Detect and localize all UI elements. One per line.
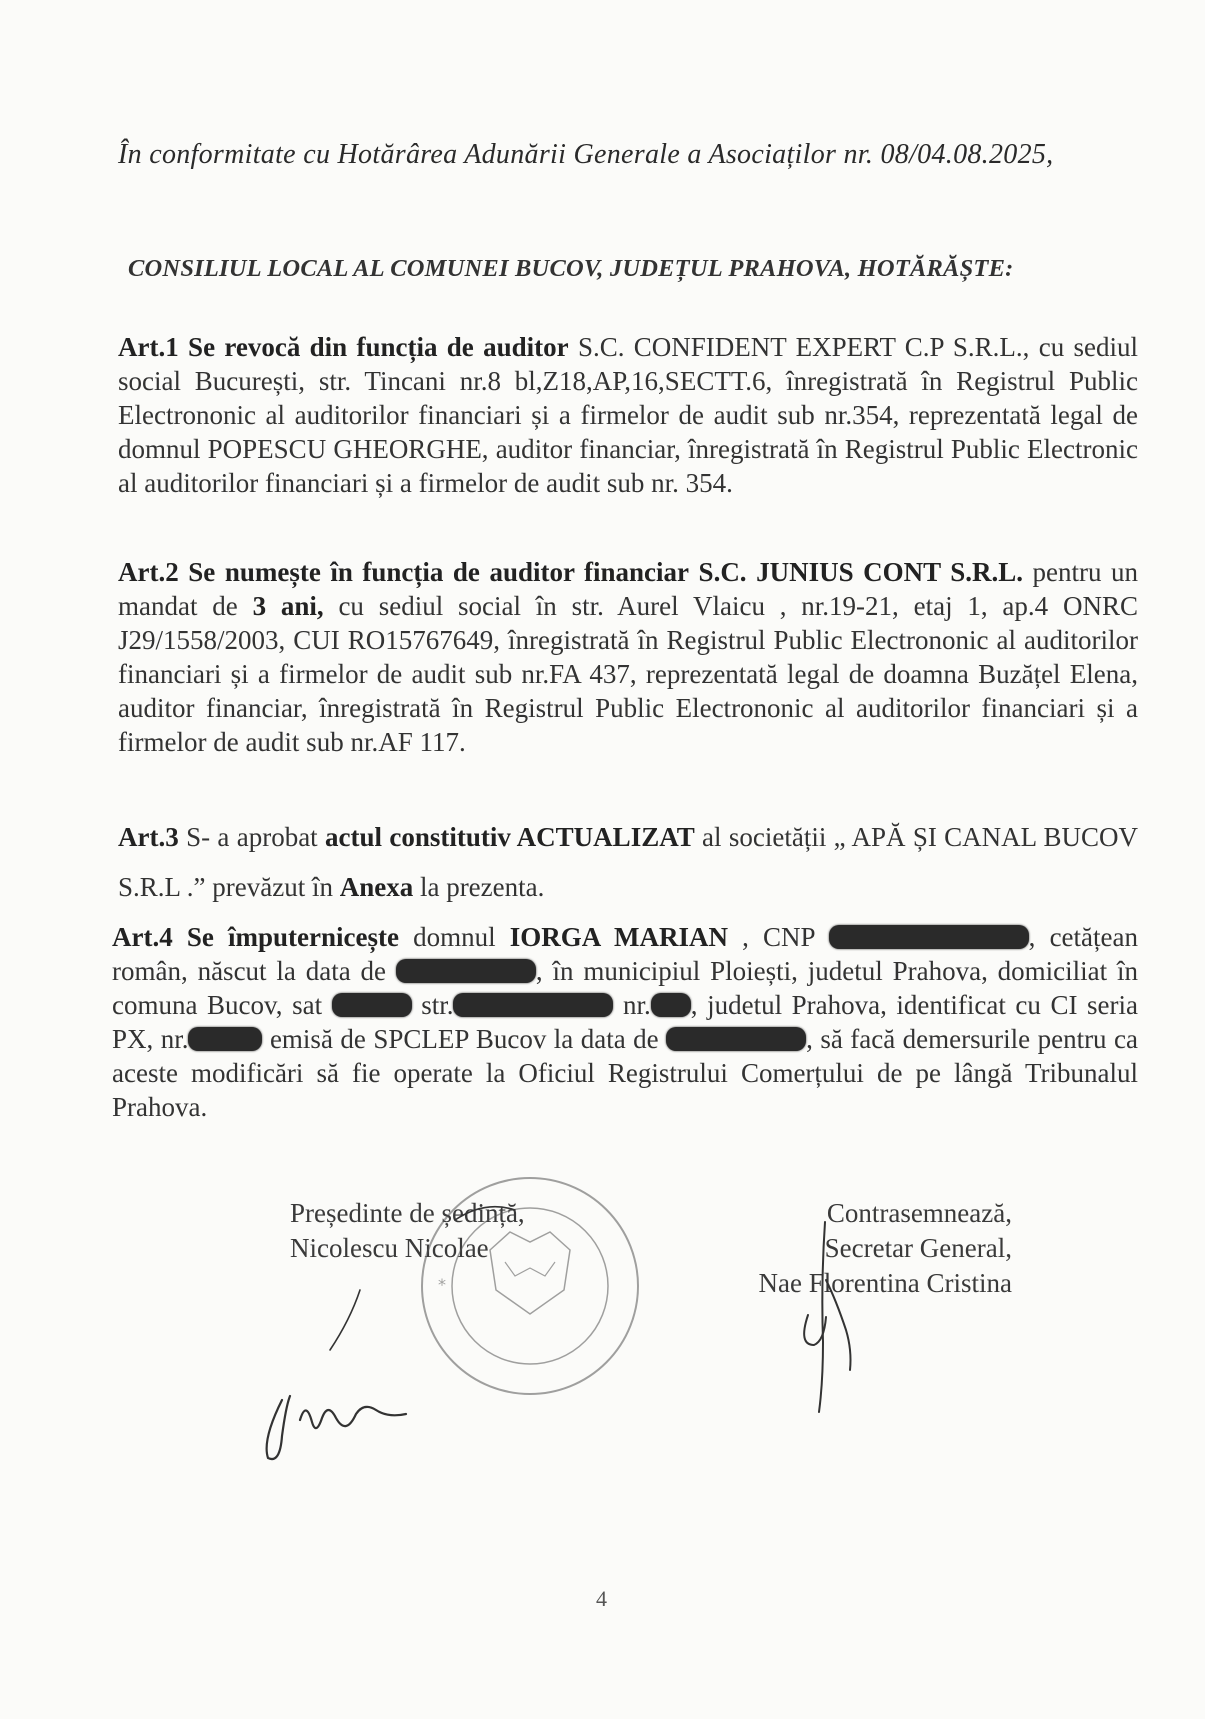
article-3-anexa: Anexa bbox=[339, 872, 414, 902]
article-4-text: str. bbox=[411, 990, 454, 1020]
article-2-mandate-duration: 3 ani, bbox=[252, 591, 324, 621]
president-title: Președinte de ședință, bbox=[290, 1198, 525, 1228]
page-number: 4 bbox=[596, 1586, 607, 1611]
svg-text:*: * bbox=[438, 1275, 446, 1294]
article-4-text: , CNP bbox=[727, 922, 829, 952]
article-1-label: Art.1 bbox=[118, 332, 179, 362]
article-4-label: Art.4 bbox=[112, 922, 173, 952]
article-4-text: , să facă demersurile pentru ca aceste modificări să fie operate la Oficiul Registrului Comerțului de pe lângă Tribunalul Prahova. bbox=[112, 1024, 1138, 1122]
article-4-text: emisă de SPCLEP Bucov la data de bbox=[262, 1024, 667, 1054]
secretary-name: Nae Florentina Cristina bbox=[758, 1268, 1012, 1298]
president-name: Nicolescu Nicolae bbox=[290, 1233, 489, 1263]
official-stamp-seal bbox=[422, 1178, 638, 1394]
article-3-suffix: la prezenta. bbox=[413, 872, 545, 902]
article-2-body: cu sediul social în str. Aurel Vlaicu , nr.19-21, etaj 1, ap.4 ONRC J29/1558/2003, CUI RO15767649, înregistrată în Registrul Public Electrononic al auditorilor financiari și a firmelor de audit sub nr.FA 437, reprezentată legal de doamna Buzățel Elena, auditor financiar, înregistrată în Registrul Public Electrononic al auditorilor financiari și a firmelor de audit sub nr.AF 117. bbox=[118, 591, 1138, 757]
article-1-bold: Se revocă din funcția de auditor bbox=[188, 332, 569, 362]
president-signature-ink bbox=[267, 1207, 515, 1459]
article-4-bold: Se împuternicește bbox=[186, 922, 399, 952]
article-1-company: S.C. CONFIDENT EXPERT C.P S.R.L. bbox=[577, 332, 1023, 362]
secretary-title: Secretar General, bbox=[824, 1233, 1012, 1263]
article-2-bold: Se numește în funcția de auditor financiar bbox=[188, 557, 689, 587]
article-3-bold: actul constitutiv ACTUALIZAT bbox=[325, 822, 695, 852]
article-3-middle: al societății „ APĂ ȘI CANAL BUCOV S.R.L .” prevăzut în bbox=[118, 822, 1138, 902]
article-4-text: , judetul Prahova, identificat cu CI seria PX, nr. bbox=[112, 990, 1138, 1054]
article-2-company: S.C. JUNIUS CONT S.R.L. bbox=[698, 557, 1023, 587]
article-3-prefix: S- a aprobat bbox=[178, 822, 326, 852]
article-2-label: Art.2 bbox=[118, 557, 179, 587]
article-4-text: nr. bbox=[613, 990, 651, 1020]
article-3-label: Art.3 bbox=[118, 822, 179, 852]
article-4-text: , în municipiul Ploiești, judetul Prahova, domiciliat în comuna Bucov, sat bbox=[112, 956, 1138, 1020]
article-4-text: , cetățean român, născut la data de bbox=[112, 922, 1138, 986]
article-4-text: domnul bbox=[399, 922, 510, 952]
article-4-name: IORGA MARIAN bbox=[509, 922, 728, 952]
intro-paragraph: În conformitate cu Hotărârea Adunării Generale a Asociaților nr. 08/04.08.2025, bbox=[118, 139, 1054, 170]
council-decision-heading: CONSILIUL LOCAL AL COMUNEI BUCOV, JUDEȚUL PRAHOVA, HOTĂRĂȘTE: bbox=[128, 255, 1014, 282]
article-1-body: , cu sediul social București, str. Tincani nr.8 bl,Z18,AP,16,SECTT.6, înregistrată în Registrul Public Electrononic al auditorilor financiari și a firmelor de audit sub nr.354, reprezentată legal de domnul POPESCU GHEORGHE, auditor financiar, înregistrată în Registrul Public Electronic al auditorilor financiari și a firmelor de audit sub nr. 354. bbox=[118, 332, 1139, 498]
countersign-label: Contrasemnează, bbox=[826, 1198, 1012, 1228]
secretary-signature-ink bbox=[804, 1222, 850, 1412]
article-2-mandate: pentru un mandat de bbox=[118, 557, 1139, 621]
